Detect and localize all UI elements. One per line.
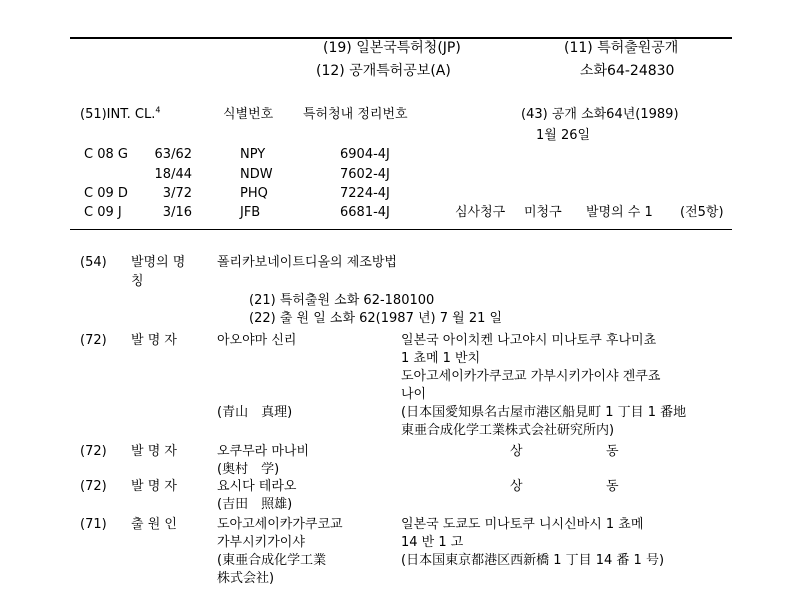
inventor-label: 발 명 자 — [131, 333, 177, 348]
applicant-address-line: (日本国東京都港区西新橋 1 丁目 14 番 1 号) — [401, 553, 665, 568]
int-cl-text: (51)INT. CL. — [80, 107, 156, 122]
inventor-address-line: 일본국 아이치켄 나고야시 미나토쿠 후나미쵸 — [401, 333, 657, 348]
examination-request-label: 심사청구 — [455, 205, 506, 220]
office-name: (19) 일본국특허청(JP) — [323, 40, 461, 56]
subclass-code: 3/72 — [162, 186, 192, 201]
same-as-above-2: 동 — [606, 444, 619, 459]
id-code-label: 식별번호 — [223, 107, 274, 122]
office-ref-number: 7602-4J — [340, 167, 390, 182]
applicant-name-line: 가부시키가이샤 — [217, 535, 305, 550]
invention-title: 폴리카보네이트디올의 제조방법 — [217, 255, 397, 270]
section-rule — [70, 229, 732, 230]
subclass-code: 18/44 — [154, 167, 192, 182]
id-code: NDW — [240, 167, 273, 182]
application-number: (21) 특허출원 소화 62-180100 — [249, 293, 435, 308]
applicant-address-line: 일본국 도쿄도 미나토쿠 니시신바시 1 쵸메 — [401, 517, 644, 532]
examination-status: 미청구 — [524, 205, 562, 220]
inventor-name-japanese: (吉田 照雄) — [217, 497, 293, 512]
subclass-code: 3/16 — [162, 205, 192, 220]
class-code: C 08 G — [84, 147, 128, 162]
office-ref-number: 6904-4J — [340, 147, 390, 162]
applicant-name-line: (東亜合成化学工業 — [217, 553, 327, 568]
claims-count: 발명의 수 1 — [586, 205, 653, 220]
inventor-number: (72) — [80, 333, 107, 348]
inventor-address-line: 東亜合成化学工業株式会社研究所内) — [401, 423, 615, 438]
office-ref-number: 6681-4J — [340, 205, 390, 220]
title-label-continued: 칭 — [131, 274, 144, 289]
applicant-label: 출 원 인 — [131, 517, 177, 532]
same-as-above-1: 상 — [510, 444, 523, 459]
office-ref-label: 특허청내 정리번호 — [303, 107, 408, 122]
inventor-number: (72) — [80, 479, 107, 494]
same-as-above-2: 동 — [606, 479, 619, 494]
inventor-label: 발 명 자 — [131, 444, 177, 459]
id-code: NPY — [240, 147, 266, 162]
applicant-address-line: 14 반 1 고 — [401, 535, 464, 550]
same-as-above-1: 상 — [510, 479, 523, 494]
inventor-number: (72) — [80, 444, 107, 459]
int-cl-label — [80, 107, 160, 122]
inventor-address-line: 도아고세이카가쿠코교 가부시키가이샤 겐쿠죠 — [401, 369, 661, 384]
inventor-name-korean: 오쿠무라 마나비 — [217, 444, 310, 459]
inventor-name-korean: 요시다 테라오 — [217, 479, 297, 494]
inventor-name-korean: 아오야마 신리 — [217, 333, 297, 348]
inventor-label: 발 명 자 — [131, 479, 177, 494]
int-cl-superscript: 4 — [155, 105, 161, 115]
publication-date-line2: 1월 26일 — [536, 128, 591, 143]
title-number: (54) — [80, 255, 107, 270]
inventor-name-japanese: (青山 真理) — [217, 405, 293, 420]
publication-date-line1: (43) 공개 소화64년(1989) — [521, 107, 679, 122]
applicant-name-line: 도아고세이카가쿠코교 — [217, 517, 343, 532]
application-date: (22) 출 원 일 소화 62(1987 년) 7 월 21 일 — [249, 311, 503, 326]
office-ref-number: 7224-4J — [340, 186, 390, 201]
inventor-address-line: 1 쵸메 1 반치 — [401, 351, 481, 366]
title-label: 발명의 명 — [131, 255, 186, 270]
applicant-number: (71) — [80, 517, 107, 532]
id-code: PHQ — [240, 186, 268, 201]
inventor-address-line: (日本国愛知県名古屋市港区船見町 1 丁目 1 番地 — [401, 405, 687, 420]
top-rule — [70, 37, 732, 39]
subclass-code: 63/62 — [154, 147, 192, 162]
page-count: (전5항) — [680, 205, 724, 220]
id-code: JFB — [240, 205, 261, 220]
inventor-address-line: 나이 — [401, 387, 427, 402]
inventor-name-japanese: (奥村 学) — [217, 462, 280, 477]
class-code: C 09 J — [84, 205, 122, 220]
publication-number: 소화64-24830 — [580, 63, 675, 79]
applicant-name-line: 株式会社) — [217, 571, 275, 586]
publication-type: (12) 공개특허공보(A) — [316, 63, 451, 79]
class-code: C 09 D — [84, 186, 128, 201]
application-publication-label: (11) 특허출원공개 — [564, 40, 679, 56]
